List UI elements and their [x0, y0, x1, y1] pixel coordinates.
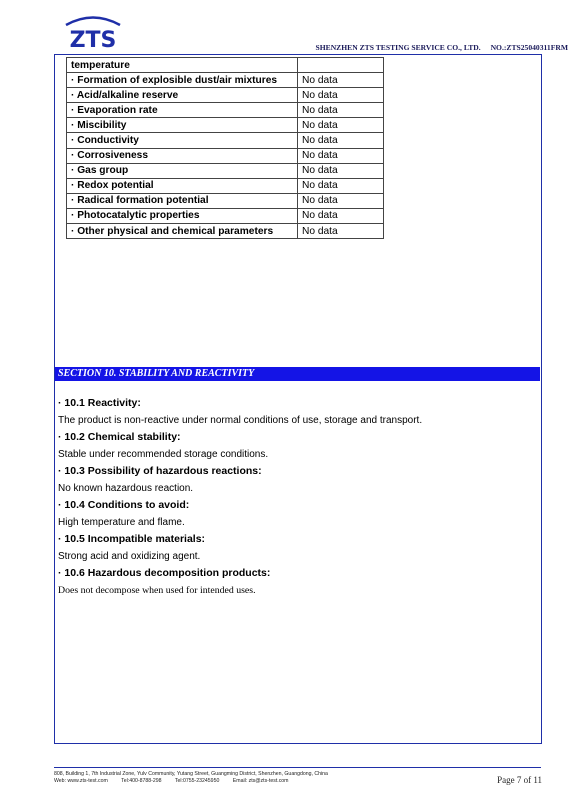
report-number: NO.:ZTS25040311FRM	[490, 43, 568, 52]
table-row	[67, 103, 384, 118]
footer-tel1: Tel:400-8788-298	[121, 777, 162, 784]
table-row	[67, 178, 384, 193]
property-value: No data	[298, 118, 384, 133]
property-name: temperature	[67, 58, 298, 73]
property-name: · Conductivity	[67, 133, 298, 148]
footer-address: 808, Building 1, 7th Industrial Zone, Yulv Community, Yutang Street, Guangming District, Shenzhen, Guangdong, China	[54, 771, 328, 777]
property-value: No data	[298, 193, 384, 208]
section-10-title: SECTION 10. STABILITY AND REACTIVITY	[55, 367, 540, 381]
subsection-heading: · 10.5 Incompatible materials:	[58, 533, 206, 545]
property-name: · Formation of explosible dust/air mixtures	[67, 73, 298, 88]
footer	[54, 771, 328, 784]
table-row	[67, 58, 384, 73]
footer-web: Web: www.zts-test.com	[54, 777, 108, 784]
property-name: · Gas group	[67, 163, 298, 178]
page-number: Page 7 of 11	[497, 775, 542, 785]
table-row	[67, 148, 384, 163]
subsection-text: Does not decompose when used for intended uses.	[58, 585, 256, 596]
property-name: · Other physical and chemical parameters	[67, 224, 298, 239]
property-name: · Redox potential	[67, 178, 298, 193]
subsection-heading: · 10.2 Chemical stability:	[58, 431, 181, 443]
subsection-heading: · 10.3 Possibility of hazardous reactions:	[58, 465, 262, 477]
footer-tel2: Tel:0755-23245950	[174, 777, 220, 784]
table-row	[67, 118, 384, 133]
property-name: · Acid/alkaline reserve	[67, 88, 298, 103]
subsection-heading: · 10.4 Conditions to avoid:	[58, 499, 190, 511]
property-name: · Miscibility	[67, 118, 298, 133]
table-row	[67, 208, 384, 223]
property-name: · Photocatalytic properties	[67, 208, 298, 223]
company-name: SHENZHEN ZTS TESTING SERVICE CO., LTD.	[315, 43, 481, 52]
subsection-heading: · 10.6 Hazardous decomposition products:	[58, 567, 271, 579]
header-text	[316, 43, 569, 52]
subsection-text: The product is non-reactive under normal conditions of use, storage and transport.	[58, 415, 423, 426]
property-value: No data	[298, 224, 384, 239]
footer-divider	[54, 767, 541, 768]
property-value: No data	[298, 148, 384, 163]
table-row	[67, 88, 384, 103]
subsection-heading: · 10.1 Reactivity:	[58, 397, 141, 409]
property-value: No data	[298, 73, 384, 88]
footer-email: Email: zts@zts-test.com	[232, 777, 289, 784]
property-name: · Corrosiveness	[67, 148, 298, 163]
logo-text: ZTS	[69, 28, 117, 52]
table-row	[67, 193, 384, 208]
property-name: · Radical formation potential	[67, 193, 298, 208]
subsection-text: No known hazardous reaction.	[58, 483, 194, 494]
property-value: No data	[298, 103, 384, 118]
property-value	[298, 58, 384, 73]
subsection-text: Strong acid and oxidizing agent.	[58, 551, 201, 562]
property-value: No data	[298, 208, 384, 223]
property-value: No data	[298, 178, 384, 193]
table-row	[67, 133, 384, 148]
table-row	[67, 163, 384, 178]
table-row	[67, 224, 384, 239]
property-value: No data	[298, 163, 384, 178]
section-10-content	[58, 395, 536, 599]
zts-logo	[58, 12, 128, 52]
properties-table	[66, 57, 384, 239]
table-row	[67, 73, 384, 88]
subsection-text: High temperature and flame.	[58, 517, 185, 528]
subsection-text: Stable under recommended storage conditions.	[58, 449, 269, 460]
property-value: No data	[298, 88, 384, 103]
property-name: · Evaporation rate	[67, 103, 298, 118]
property-value: No data	[298, 133, 384, 148]
